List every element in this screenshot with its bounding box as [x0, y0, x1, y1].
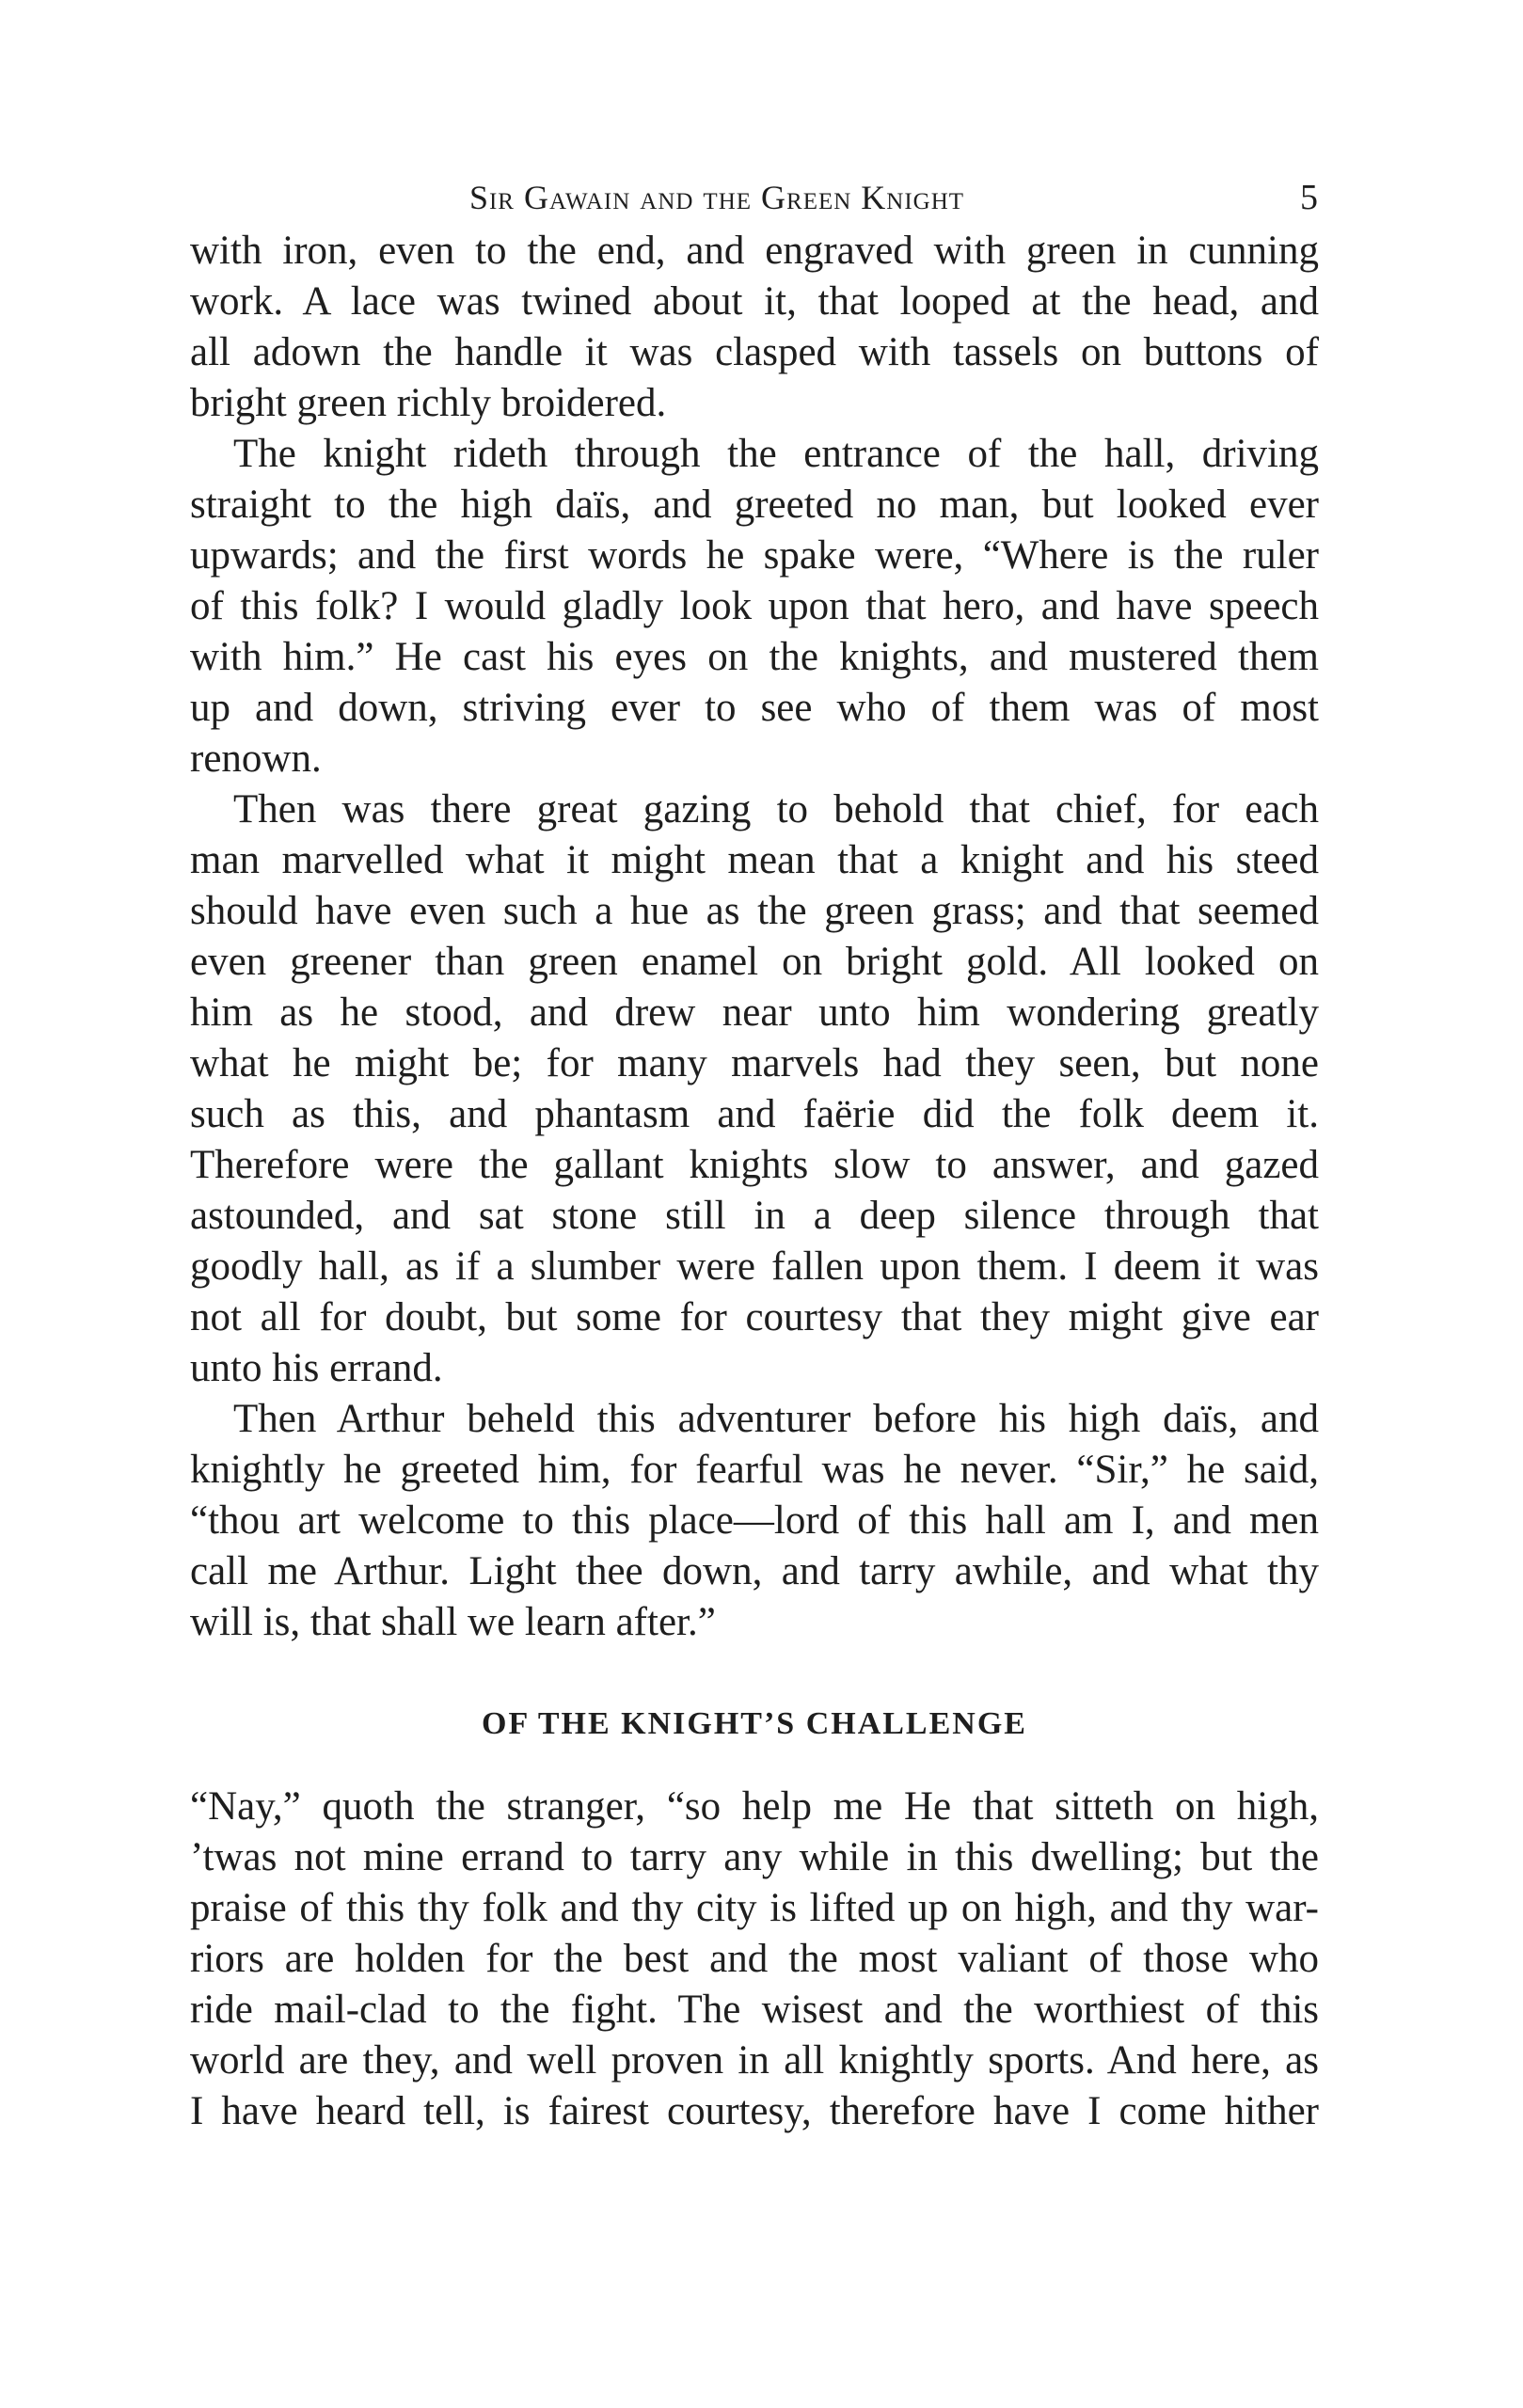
text-line: with iron, even to the end, and engraved with green in cunning: [190, 229, 1319, 273]
text-line: call me Arthur. Light thee down, and tarry awhile, and what thy: [190, 1549, 1319, 1593]
page-number: 5: [1300, 178, 1319, 217]
text-line: knightly he greeted him, for fearful was he never. “Sir,” he said,: [190, 1448, 1319, 1492]
section-heading: OF THE KNIGHT’S CHALLENGE: [482, 1706, 1027, 1741]
paragraph-1: [190, 226, 1319, 429]
text-line: I have heard tell, is fairest courtesy, therefore have I come hither: [190, 2089, 1319, 2133]
text-line: with him.” He cast his eyes on the knights, and mustered them: [190, 635, 1319, 679]
text-line: such as this, and phantasm and faërie did the folk deem it.: [190, 1092, 1319, 1136]
text-line: up and down, striving ever to see who of them was of most: [190, 686, 1319, 730]
text-line: should have even such a hue as the green grass; and that seemed: [190, 889, 1319, 933]
text-line: not all for doubt, but some for courtesy that they might give ear: [190, 1295, 1319, 1339]
text-line: straight to the high daïs, and greeted no man, but looked ever: [190, 483, 1319, 527]
text-line: Then Arthur beheld this adventurer before his high daïs, and: [233, 1397, 1319, 1441]
text-line: will is, that shall we learn after.”: [190, 1600, 716, 1644]
text-line: ride mail-clad to the fight. The wisest and the worthiest of this: [190, 1988, 1319, 2032]
text-line: upwards; and the first words he spake were, “Where is the ruler: [190, 533, 1319, 578]
text-line: astounded, and sat stone still in a deep silence through that: [190, 1194, 1319, 1238]
text-line: riors are holden for the best and the most valiant of those who: [190, 1937, 1319, 1981]
text-line: Therefore were the gallant knights slow to answer, and gazed: [190, 1143, 1319, 1187]
text-line: what he might be; for many marvels had they seen, but none: [190, 1041, 1319, 1085]
text-line: “Nay,” quoth the stranger, “so help me He that sitteth on high,: [190, 1784, 1319, 1829]
text-line: goodly hall, as if a slumber were fallen upon them. I deem it was: [190, 1244, 1319, 1289]
running-title: Sir Gawain and the Green Knight: [468, 179, 965, 216]
text-line: Then was there great gazing to behold that chief, for each: [233, 787, 1319, 832]
text-line: ’twas not mine errand to tarry any while in this dwelling; but the: [190, 1835, 1319, 1879]
section-paragraph: [190, 1782, 1319, 2137]
text-line: even greener than green enamel on bright gold. All looked on: [190, 940, 1319, 984]
text-line: unto his errand.: [190, 1346, 443, 1390]
text-line: work. A lace was twined about it, that looped at the head, and: [190, 279, 1319, 324]
text-line: renown.: [190, 737, 322, 781]
text-line: “thou art welcome to this place—lord of this hall am I, and men: [190, 1498, 1319, 1543]
paragraph-2: [190, 429, 1319, 784]
text-line: The knight rideth through the entrance of the hall, driving: [233, 432, 1319, 476]
text-line: all adown the handle it was clasped with tassels on buttons of: [190, 330, 1319, 374]
text-line: bright green richly broidered.: [190, 381, 667, 425]
text-line: him as he stood, and drew near unto him wondering greatly: [190, 990, 1319, 1035]
paragraph-4: [190, 1394, 1319, 1648]
text-line: man marvelled what it might mean that a knight and his steed: [190, 838, 1319, 882]
text-line: of this folk? I would gladly look upon that hero, and have speech: [190, 584, 1319, 628]
paragraph-3: [190, 784, 1319, 1394]
text-line: world are they, and well proven in all knightly sports. And here, as: [190, 2038, 1319, 2083]
running-head: [190, 169, 1319, 226]
book-page: [190, 169, 1319, 2286]
text-line: praise of this thy folk and thy city is lifted up on high, and thy war-: [190, 1886, 1319, 1930]
